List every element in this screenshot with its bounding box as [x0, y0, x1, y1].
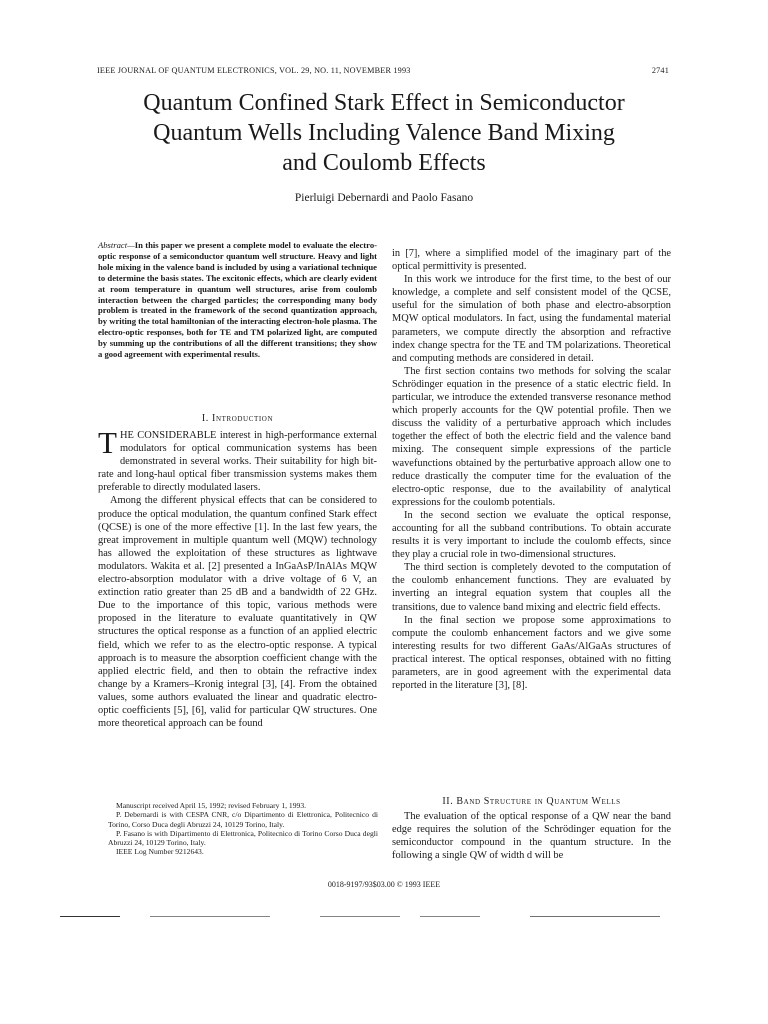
section-number: I. — [201, 413, 209, 424]
running-header — [97, 66, 669, 80]
drop-cap: T — [98, 425, 117, 460]
scan-artifact-line — [320, 916, 400, 917]
footnote-line: IEEE Log Number 9212643. — [116, 847, 204, 857]
body-paragraph: In this work we introduce for the first time, to the best of our knowledge, a complete and self consistent model of the QCSE, useful for the simulation of both phase and electro-absorption MQW optical modulators. In fact, using the fundamental material parameters, we compute directly the absorption and refractive index change spectra for the TE and TM polarizations. Theoretical and computing methods are considered in detail. — [392, 274, 671, 364]
scan-artifact-line — [420, 916, 480, 917]
footnote-line: P. Fasano is with Dipartimento di Elettronica, Politecnico di Torino Corso Duca degli Abruzzi 24, 10129 Torino, Italy. — [108, 828, 378, 848]
abstract — [98, 240, 377, 360]
scan-artifact-line — [60, 916, 120, 917]
intro-paragraph: Among the different physical effects that can be considered to produce the optical modulation, the quantum confined Stark effect (QCSE) is one of the more effective [1]. In the last few years, the great improvement in multiple quantum well (MQW) technology has allowed the exploitation of these structures as lightwave modulators. Wakita et al. [2] presented a InGaAsP/InAlAs MQW electro-absorption modulator with a drive voltage of 6 V, an extinction ratio greater than 25 dB and a bandwidth of 22 GHz. Due to the importance of this topic, various methods were proposed in the literature to evaluate quantitatively in QW structures the optical response as a function of an applied electric field, which we refer to as the electro-optic response. A typical approach is to measure the absorption coefficient change with the applied electric field, and then to obtain the refractive index change by a Kramers–Kronig integral [3], [4]. From the obtained values, some authors evaluated the linear and quadratic electro-optic coefficients [5], [6], valid for particular QW structures. One more theoretical approach can be found — [98, 495, 377, 730]
abstract-body: In this paper we present a complete model to evaluate the electro-optic response of a semiconductor quantum well structure. Heavy and light hole mixing in the valence band is included by using a variational technique to determine the basis states. The excitonic effects, which are clearly evident at room temperature in quantum well structures, arise from coulomb interaction between the charged particles; the corresponding many body problem is treated in the framework of the second quantization approach, by writing the total hamiltonian of the interacting electron-hole plasma. The electro-optic responses, both for TE and TM polarized light, are computed by summing up the contributions of all the different transitions; they show a good agreement with experimental results. — [98, 240, 377, 360]
journal-citation: IEEE JOURNAL OF QUANTUM ELECTRONICS, VOL. 29, NO. 11, NOVEMBER 1993 — [97, 66, 411, 75]
intro-paragraph: THE CONSIDERABLE interest in high-performance external modulators for optical communication systems has been demonstrated in several works. Their suitability for high bit-rate and long-haul optical fiber transmission systems makes them preferable to directly modulated lasers. — [98, 425, 377, 494]
scan-artifact-line — [530, 916, 660, 917]
body-paragraph: The first section contains two methods for solving the scalar Schrödinger equation in the presence of a static electric field. In particular, we introduce the extended transverse resonance method which properly accounts for the QW potential profile. Then we discuss the validity of a perturbative approach which includes together the effect of both the electric field and the valence band mixing. The consequent simple expressions of the particle wavefunctions obtained by the perturbative approach allow one to reduce drastically the computer time for the evaluation of the electro-optic response, due to the availability of analytical expressions for the coulomb potentials. — [392, 365, 671, 508]
title-line-2: Quantum Wells Including Valence Band Mixing — [153, 120, 615, 146]
right-column-text — [392, 247, 671, 692]
scan-artifact-line — [150, 916, 270, 917]
body-paragraph: In the second section we evaluate the optical response, accounting for all the subband contributions. To obtain accurate results it is very important to include the coulomb effects, since they play a crucial role in two-dimensional structures. — [392, 509, 671, 561]
section-heading-band-structure — [392, 796, 671, 807]
title-line-1: Quantum Confined Stark Effect in Semiconductor — [143, 90, 625, 116]
introduction-text — [98, 425, 377, 730]
section-heading-introduction — [98, 413, 377, 424]
section-number: II. — [442, 796, 454, 807]
page-number: 2741 — [651, 66, 669, 75]
author-list: Pierluigi Debernardi and Paolo Fasano — [294, 192, 474, 204]
footnote-line: Manuscript received April 15, 1992; revised February 1, 1993. — [116, 801, 307, 810]
section-title: Introduction — [212, 413, 274, 424]
footnote-line: P. Debernardi is with CESPA CNR, c/o Dipartimento di Elettronica, Politecnico di Torino, Corso Duca degli Abruzzi 24, 10129 Torino, Italy. — [108, 810, 378, 829]
body-paragraph: The third section is completely devoted to the computation of the coulomb enhancement functions. They are evaluated by inverting an integral equation system that couples all the transitions, due to valence band mixing and electric field effects. — [392, 562, 671, 613]
section-title: Band Structure in Quantum Wells — [456, 796, 621, 807]
title-line-3: and Coulomb Effects — [282, 150, 486, 176]
body-paragraph: In the final section we propose some approximations to compute the coulomb enhancement factors and we give some interesting results for two different GaAs/AlGaAs structures of practical interest. The optical responses, obtained with no fitting parameters, are in good agreement with the experimental data reported in the literature [3], [8]. — [392, 614, 671, 692]
paper-title — [90, 88, 678, 178]
abstract-lead: Abstract— — [98, 240, 135, 250]
footnote — [108, 801, 378, 857]
body-paragraph: in [7], where a simplified model of the imaginary part of the optical permittivity is presented. — [392, 248, 671, 273]
band-structure-text — [392, 810, 671, 862]
copyright-footer: 0018-9197/93$03.00 © 1993 IEEE — [327, 880, 441, 889]
body-paragraph: The evaluation of the optical response of a QW near the band edge requires the solution of the Schrödinger equation for the semiconductor compound in the quantum structure. In the following a single QW of width d will be — [392, 811, 671, 862]
